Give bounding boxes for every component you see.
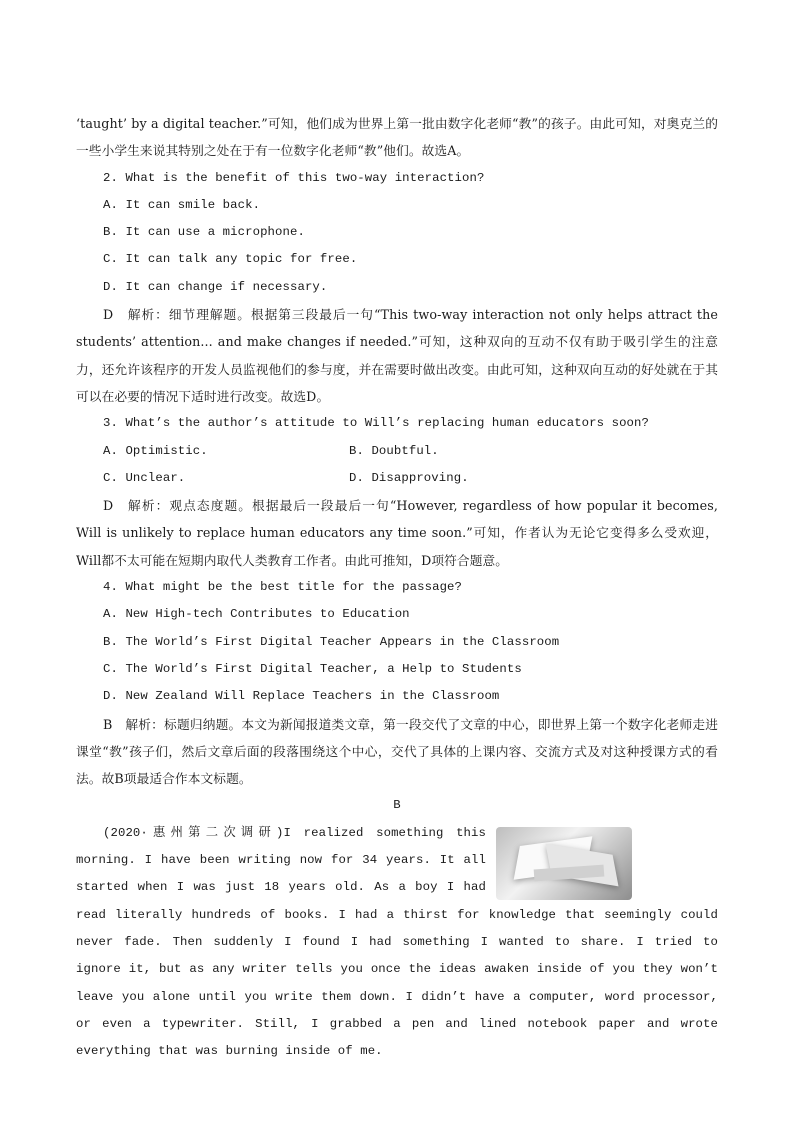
q3-option-a: A. Optimistic. <box>103 443 208 458</box>
q3-option-c: C. Unclear. <box>103 470 186 485</box>
answer-continuation: ‘taught’ by a digital teacher.”可知，他们成为世界上第一批由数字化老师“教”的孩子。由此可知，对奥克兰的一些小学生来说其特别之处在于有一位数字化老师“教”他们。故选A。 <box>76 116 718 159</box>
question-3: 3. What’s the author’s attitude to Will’s replacing human educators soon? <box>103 416 649 431</box>
q4-option-c: C. The World’s First Digital Teacher, a Help to Students <box>103 661 522 676</box>
q3-option-b: B. Doubtful. <box>349 443 439 458</box>
q3-options-row-2 <box>76 465 718 492</box>
q2-option-c: C. It can talk any topic for free. <box>103 252 358 267</box>
section-b-body <box>76 820 718 1066</box>
q4-answer-explanation: B 解析：标题归纳题。本文为新闻报道类文章，第一段交代了文章的中心，即世界上第一个数字化老师走进课堂“教”孩子们，然后文章后面的段落围绕这个中心，交代了具体的上课内容、交流方式及对这种授课方式的看法。故B项最适合作本文标题。 <box>76 716 718 787</box>
q4-option-a: A. New High-tech Contributes to Education <box>103 607 410 622</box>
q4-option-b: B. The World’s First Digital Teacher Appears in the Classroom <box>103 634 560 649</box>
question-2: 2. What is the benefit of this two-way interaction? <box>103 170 485 185</box>
q2-option-a: A. It can smile back. <box>103 197 261 212</box>
question-4: 4. What might be the best title for the passage? <box>103 580 463 595</box>
q2-option-b: B. It can use a microphone. <box>103 225 305 240</box>
section-b-heading: B <box>393 798 401 813</box>
q3-option-d: D. Disapproving. <box>349 470 469 485</box>
q2-option-d: D. It can change if necessary. <box>103 279 328 294</box>
q3-options-row-1 <box>76 438 718 465</box>
open-book-photo-icon <box>496 827 632 900</box>
q4-option-d: D. New Zealand Will Replace Teachers in the Classroom <box>103 689 500 704</box>
q3-answer-explanation: D 解析：观点态度题。根据最后一段最后一句“However, regardless of how popular it becomes, Will is unlikely to replace human educators any time soon.”可知，作者认为无论它变得多么受欢迎，Will都不太可能在短期内取代人类教育工作者。由此可推知，D项符合题意。 <box>76 498 718 568</box>
page-content <box>76 110 718 1065</box>
section-b-paragraph: (2020·惠州第二次调研)I realized something this morning. I have been writing now for 34 years. It all started when I was just 18 years old. As a boy I had read literally hundreds of books. I had a thirst for knowledge that seemingly could never fade. Then suddenly I found I had something I wanted to share. I tried to ignore it, but as any writer tells you once the ideas awaken inside of you they won’t leave you alone until you write them down. I didn’t have a computer, word processor, or even a typewriter. Still, I grabbed a pen and lined notebook paper and wrote everything that was burning inside of me. <box>76 825 718 1059</box>
q2-answer-explanation: D 解析：细节理解题。根据第三段最后一句“This two-way interaction not only helps attract the students’ attention... and make changes if needed.”可知，这种双向的互动不仅有助于吸引学生的注意力，还允许该程序的开发人员监视他们的参与度，并在需要时做出改变。由此可知，这种双向互动的好处就在于其可以在必要的情况下适时进行改变。故选D。 <box>76 307 718 404</box>
